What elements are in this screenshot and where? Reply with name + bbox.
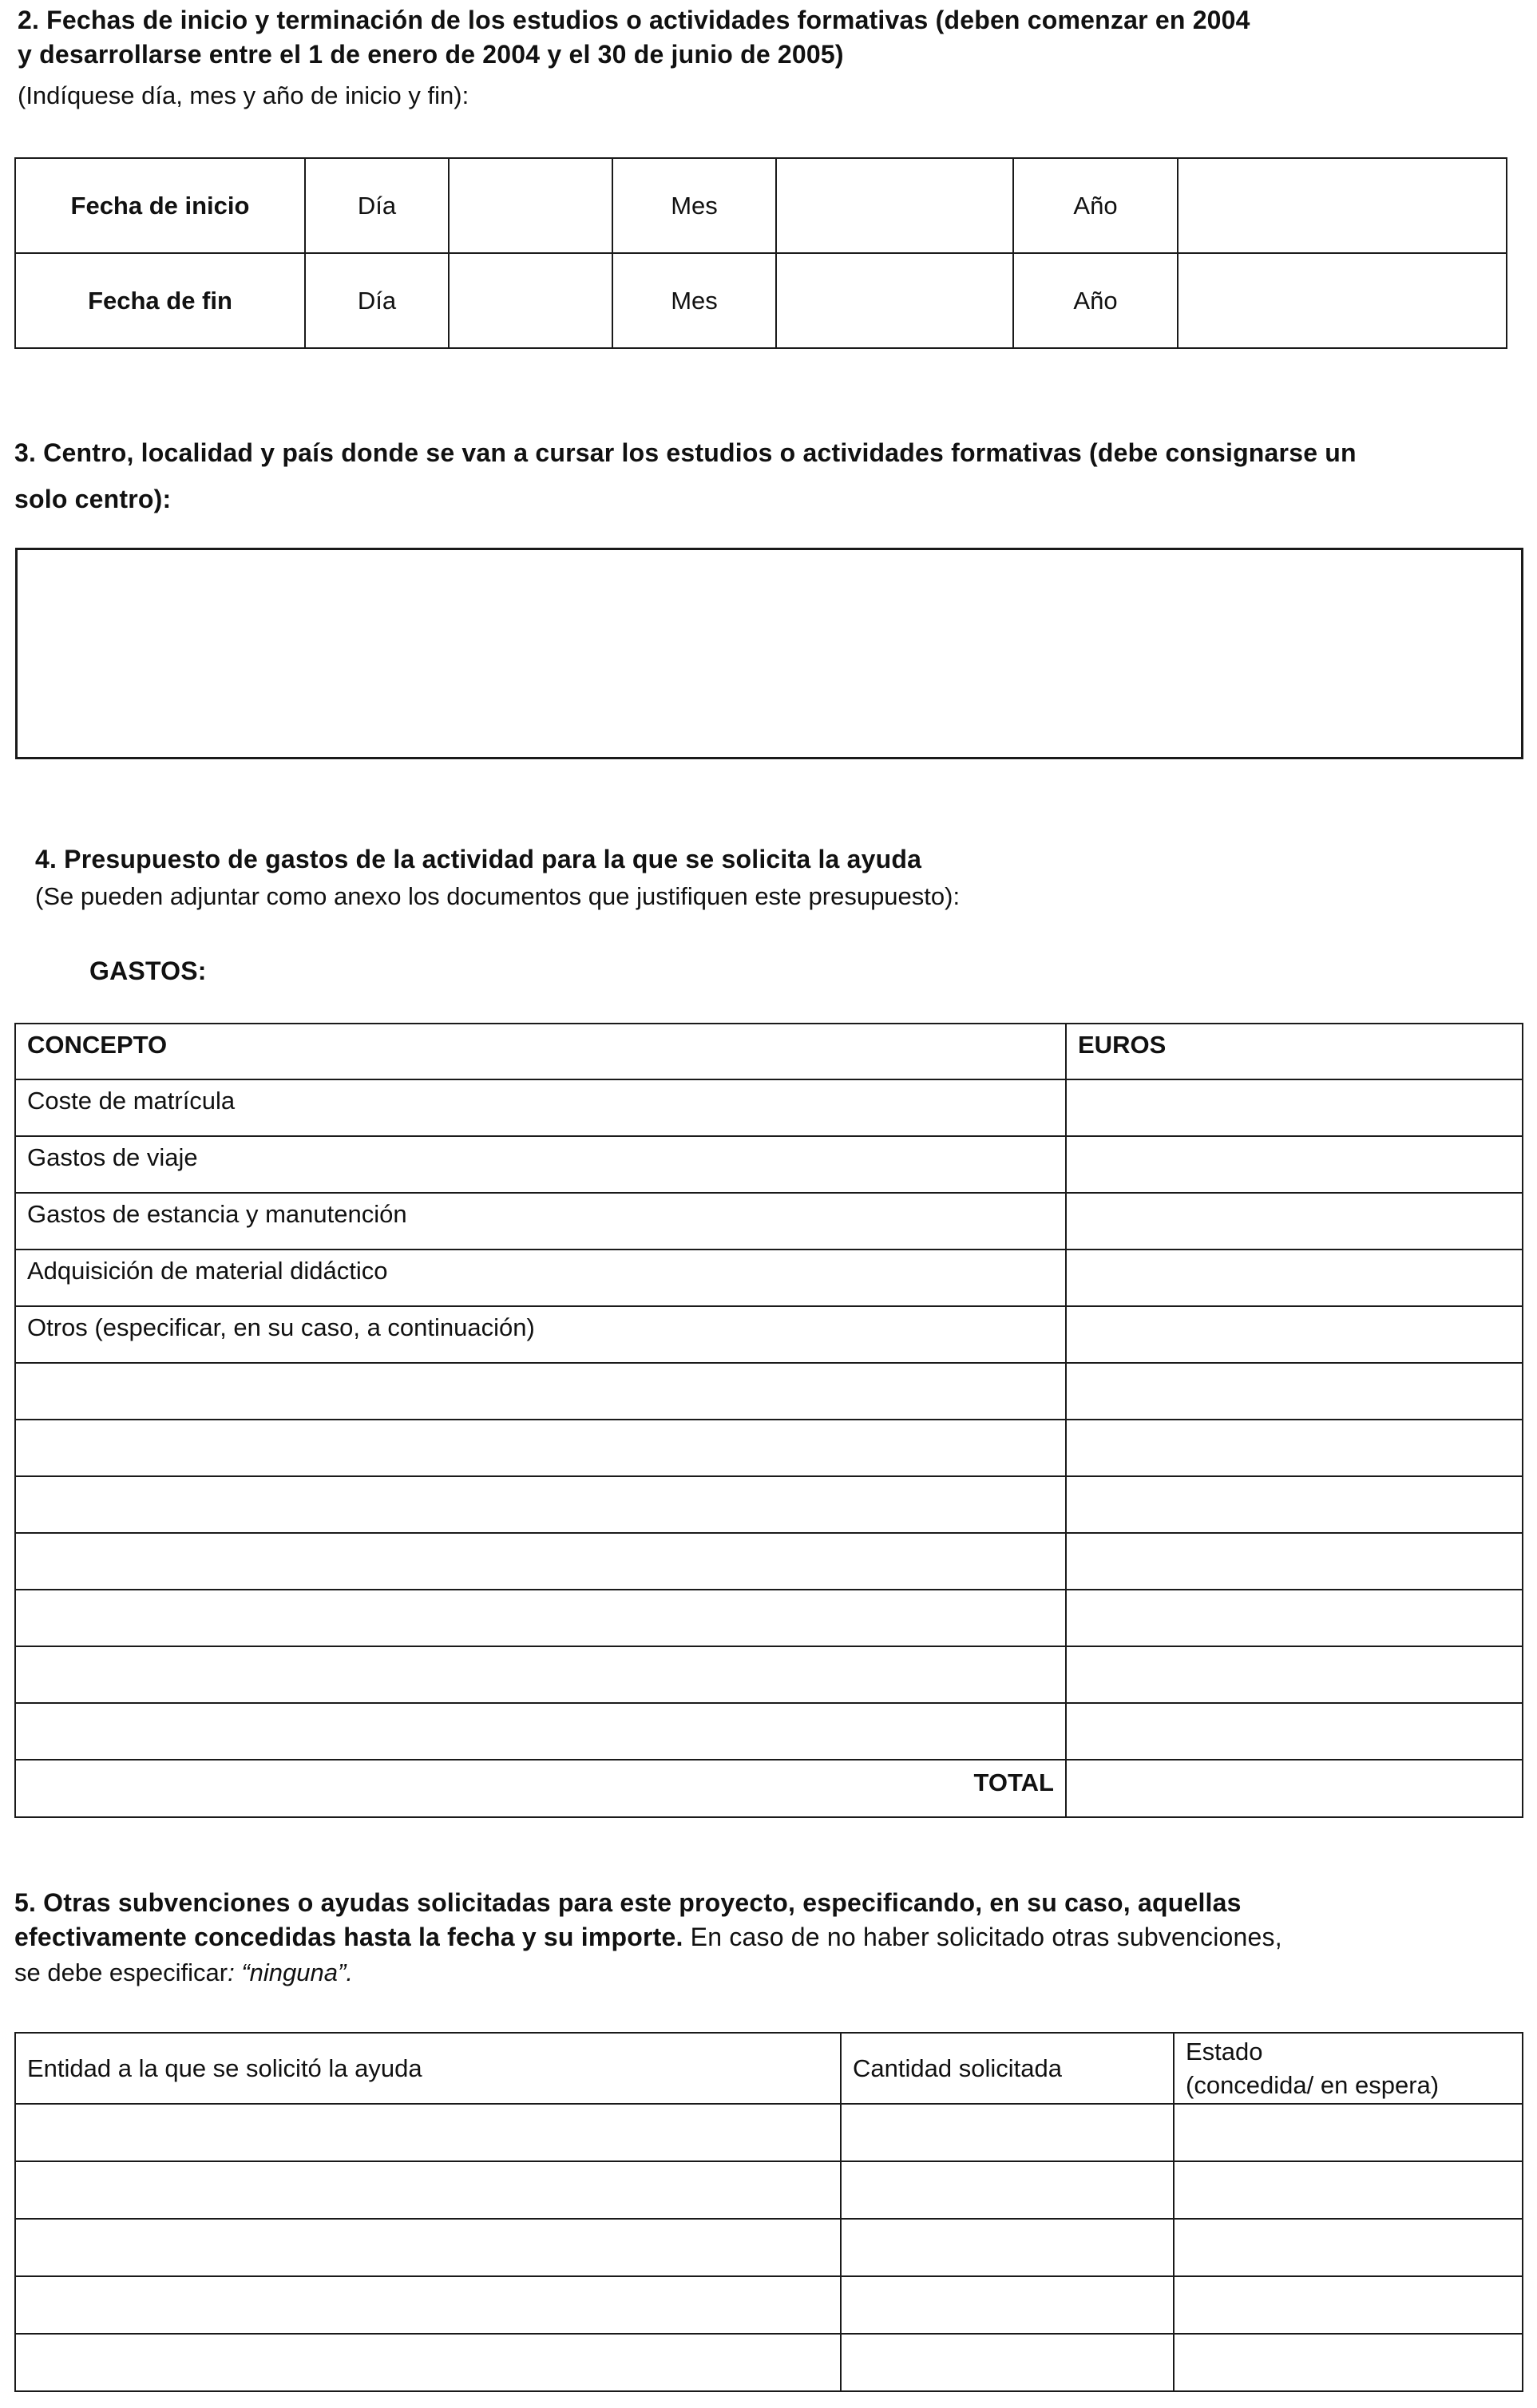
amount-header: Cantidad solicitada	[841, 2033, 1174, 2104]
section4-note: (Se pueden adjuntar como anexo los documentos que justifiquen este presupuesto):	[35, 882, 961, 910]
amount-field[interactable]	[841, 2104, 1174, 2161]
expense-euros-field[interactable]	[1066, 1420, 1523, 1476]
section5-heading-line1: 5. Otras subvenciones o ayudas solicitadas para este proyecto, especificando, en su caso, aquellas	[14, 1888, 1242, 1917]
center-location-field[interactable]	[15, 548, 1523, 759]
status-header-line2: (concedida/ en espera)	[1186, 2070, 1440, 2099]
expense-euros-field[interactable]	[1066, 1193, 1523, 1250]
end-day-field[interactable]	[449, 253, 612, 348]
subsidy-row	[15, 2219, 1523, 2276]
expense-euros-field[interactable]	[1066, 1079, 1523, 1136]
section3-heading-line2: solo centro):	[14, 485, 172, 513]
expense-concept: Coste de matrícula	[15, 1079, 1066, 1136]
entity-field[interactable]	[15, 2104, 841, 2161]
expense-blank-row	[15, 1590, 1523, 1646]
status-field[interactable]	[1174, 2219, 1523, 2276]
amount-field[interactable]	[841, 2334, 1174, 2391]
expense-concept-field[interactable]	[15, 1703, 1066, 1760]
total-row	[15, 1760, 1523, 1817]
expense-concept: Gastos de estancia y manutención	[15, 1193, 1066, 1250]
entity-header: Entidad a la que se solicitó la ayuda	[15, 2033, 841, 2104]
expense-concept-field[interactable]	[15, 1363, 1066, 1420]
status-field[interactable]	[1174, 2334, 1523, 2391]
concept-header: CONCEPTO	[15, 1024, 1066, 1079]
expense-euros-field[interactable]	[1066, 1250, 1523, 1306]
subsidies-table	[14, 2032, 1523, 2392]
entity-field[interactable]	[15, 2161, 841, 2219]
section2-note: (Indíquese día, mes y año de inicio y fin):	[18, 81, 469, 109]
start-month-field[interactable]	[776, 158, 1013, 253]
expense-euros-field[interactable]	[1066, 1363, 1523, 1420]
section5-heading-line3-italic: : “ninguna”.	[228, 1958, 353, 1986]
section2-heading-line2: y desarrollarse entre el 1 de enero de 2004 y el 30 de junio de 2005)	[18, 40, 844, 69]
amount-field[interactable]	[841, 2161, 1174, 2219]
section4-heading: 4. Presupuesto de gastos de la actividad para la que se solicita la ayuda	[35, 845, 922, 873]
expense-concept-field[interactable]	[15, 1476, 1066, 1533]
end-day-label: Día	[305, 253, 449, 348]
status-field[interactable]	[1174, 2276, 1523, 2334]
start-year-label: Año	[1013, 158, 1178, 253]
expenses-table	[14, 1023, 1523, 1818]
section3-heading-line1: 3. Centro, localidad y país donde se van a cursar los estudios o actividades formativas (debe consignarse un	[14, 438, 1357, 467]
subsidy-row	[15, 2104, 1523, 2161]
start-year-field[interactable]	[1178, 158, 1507, 253]
status-header	[1174, 2033, 1523, 2104]
status-header-line1: Estado	[1186, 2037, 1263, 2065]
end-date-label: Fecha de fin	[15, 253, 305, 348]
expense-euros-field[interactable]	[1066, 1646, 1523, 1703]
expense-euros-field[interactable]	[1066, 1703, 1523, 1760]
expense-row	[15, 1250, 1523, 1306]
expense-row	[15, 1193, 1523, 1250]
gastos-label: GASTOS:	[89, 956, 207, 985]
amount-field[interactable]	[841, 2276, 1174, 2334]
section5-heading-line2	[14, 1920, 1282, 1955]
expense-euros-field[interactable]	[1066, 1590, 1523, 1646]
amount-field[interactable]	[841, 2219, 1174, 2276]
expense-euros-field[interactable]	[1066, 1533, 1523, 1590]
section5-heading-line3	[14, 1955, 353, 1990]
entity-field[interactable]	[15, 2219, 841, 2276]
expense-row	[15, 1079, 1523, 1136]
end-year-field[interactable]	[1178, 253, 1507, 348]
dates-table	[14, 157, 1507, 349]
total-label: TOTAL	[15, 1760, 1066, 1817]
start-date-label: Fecha de inicio	[15, 158, 305, 253]
expense-euros-field[interactable]	[1066, 1476, 1523, 1533]
status-field[interactable]	[1174, 2104, 1523, 2161]
expense-blank-row	[15, 1476, 1523, 1533]
section5-heading-line2-normal: En caso de no haber solicitado otras subvenciones,	[683, 1923, 1282, 1951]
expense-blank-row	[15, 1420, 1523, 1476]
entity-field[interactable]	[15, 2334, 841, 2391]
start-day-field[interactable]	[449, 158, 612, 253]
expense-concept-field[interactable]	[15, 1420, 1066, 1476]
start-date-row	[15, 158, 1507, 253]
expense-concept-field[interactable]	[15, 1646, 1066, 1703]
entity-field[interactable]	[15, 2276, 841, 2334]
section5-heading-line3-normal: se debe especificar	[14, 1958, 228, 1986]
end-month-label: Mes	[612, 253, 776, 348]
end-year-label: Año	[1013, 253, 1178, 348]
start-month-label: Mes	[612, 158, 776, 253]
end-date-row	[15, 253, 1507, 348]
expense-euros-field[interactable]	[1066, 1306, 1523, 1363]
expense-concept-field[interactable]	[15, 1533, 1066, 1590]
expense-blank-row	[15, 1703, 1523, 1760]
subsidy-row	[15, 2276, 1523, 2334]
expense-blank-row	[15, 1533, 1523, 1590]
expense-blank-row	[15, 1363, 1523, 1420]
total-euros-field[interactable]	[1066, 1760, 1523, 1817]
subsidies-header-row	[15, 2033, 1523, 2104]
expense-row	[15, 1306, 1523, 1363]
expenses-header-row	[15, 1024, 1523, 1079]
expense-concept: Otros (especificar, en su caso, a continuación)	[15, 1306, 1066, 1363]
subsidy-row	[15, 2334, 1523, 2391]
expense-row	[15, 1136, 1523, 1193]
subsidy-row	[15, 2161, 1523, 2219]
expense-concept-field[interactable]	[15, 1590, 1066, 1646]
status-field[interactable]	[1174, 2161, 1523, 2219]
end-month-field[interactable]	[776, 253, 1013, 348]
expense-concept: Gastos de viaje	[15, 1136, 1066, 1193]
euros-header: EUROS	[1066, 1024, 1523, 1079]
section5-heading-line2-bold: efectivamente concedidas hasta la fecha y su importe.	[14, 1923, 683, 1951]
expense-blank-row	[15, 1646, 1523, 1703]
start-day-label: Día	[305, 158, 449, 253]
expense-concept: Adquisición de material didáctico	[15, 1250, 1066, 1306]
section2-heading-line1: 2. Fechas de inicio y terminación de los estudios o actividades formativas (deben comenzar en 2004	[18, 6, 1250, 34]
expense-euros-field[interactable]	[1066, 1136, 1523, 1193]
